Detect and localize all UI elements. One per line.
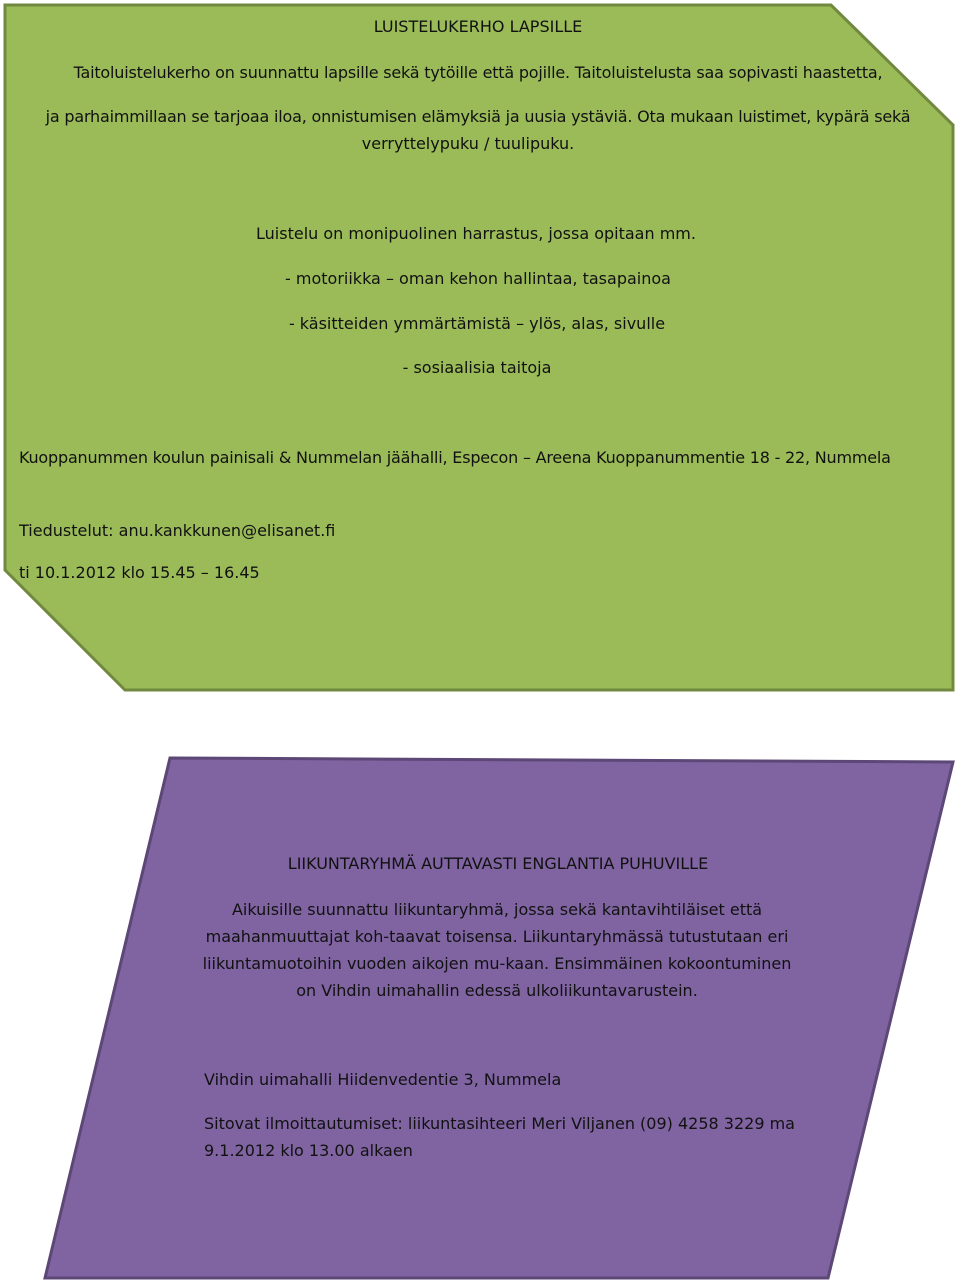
purple-location: Vihdin uimahalli Hiidenvedentie 3, Nummela — [204, 1070, 562, 1089]
purple-body-line-2: maahanmuuttajat koh-taavat toisensa. Liikuntaryhmässä tutustutaan eri — [205, 927, 789, 946]
skill-item-concepts: - käsitteiden ymmärtämistä – ylös, alas, sivulle — [288, 314, 666, 333]
green-time: ti 10.1.2012 klo 15.45 – 16.45 — [19, 563, 260, 582]
purple-body-line-3: liikuntamuotoihin vuoden aikojen mu-kaan. Ensimmäinen kokoontuminen — [202, 954, 792, 973]
intro-line-1: Taitoluistelukerho on suunnattu lapsille sekä tytöille että pojille. Taitoluistelusta saa sopivasti haastetta, — [73, 63, 883, 82]
purple-body-line-1: Aikuisille suunnattu liikuntaryhmä, jossa sekä kantavihtiläiset että — [231, 900, 763, 919]
skills-heading: Luistelu on monipuolinen harrastus, jossa opitaan mm. — [256, 224, 696, 243]
purple-registration-line-1: Sitovat ilmoittautumiset: liikuntasihteeri Meri Viljanen (09) 4258 3229 ma — [204, 1114, 795, 1133]
green-location: Kuoppanummen koulun painisali & Nummelan jäähalli, Especon – Areena Kuoppanummentie 18 - 22, Nummela — [19, 448, 891, 467]
intro-line-2: ja parhaimmillaan se tarjoaa iloa, onnistumisen elämyksiä ja uusia ystäviä. Ota mukaan luistimet, kypärä sekä — [45, 107, 911, 126]
skill-item-motor: - motoriikka – oman kehon hallintaa, tasapainoa — [285, 269, 671, 288]
green-panel-title: LUISTELUKERHO LAPSILLE — [373, 17, 583, 36]
purple-panel-title: LIIKUNTARYHMÄ AUTTAVASTI ENGLANTIA PUHUVILLE — [287, 854, 709, 873]
intro-line-3: verryttelypuku / tuulipuku. — [361, 134, 575, 153]
purple-registration-line-2: 9.1.2012 klo 13.00 alkaen — [204, 1141, 413, 1160]
purple-body-line-4: on Vihdin uimahallin edessä ulkoliikuntavarustein. — [296, 981, 698, 1000]
green-contact: Tiedustelut: anu.kankkunen@elisanet.fi — [19, 521, 336, 540]
skill-item-social: - sosiaalisia taitoja — [402, 358, 552, 377]
